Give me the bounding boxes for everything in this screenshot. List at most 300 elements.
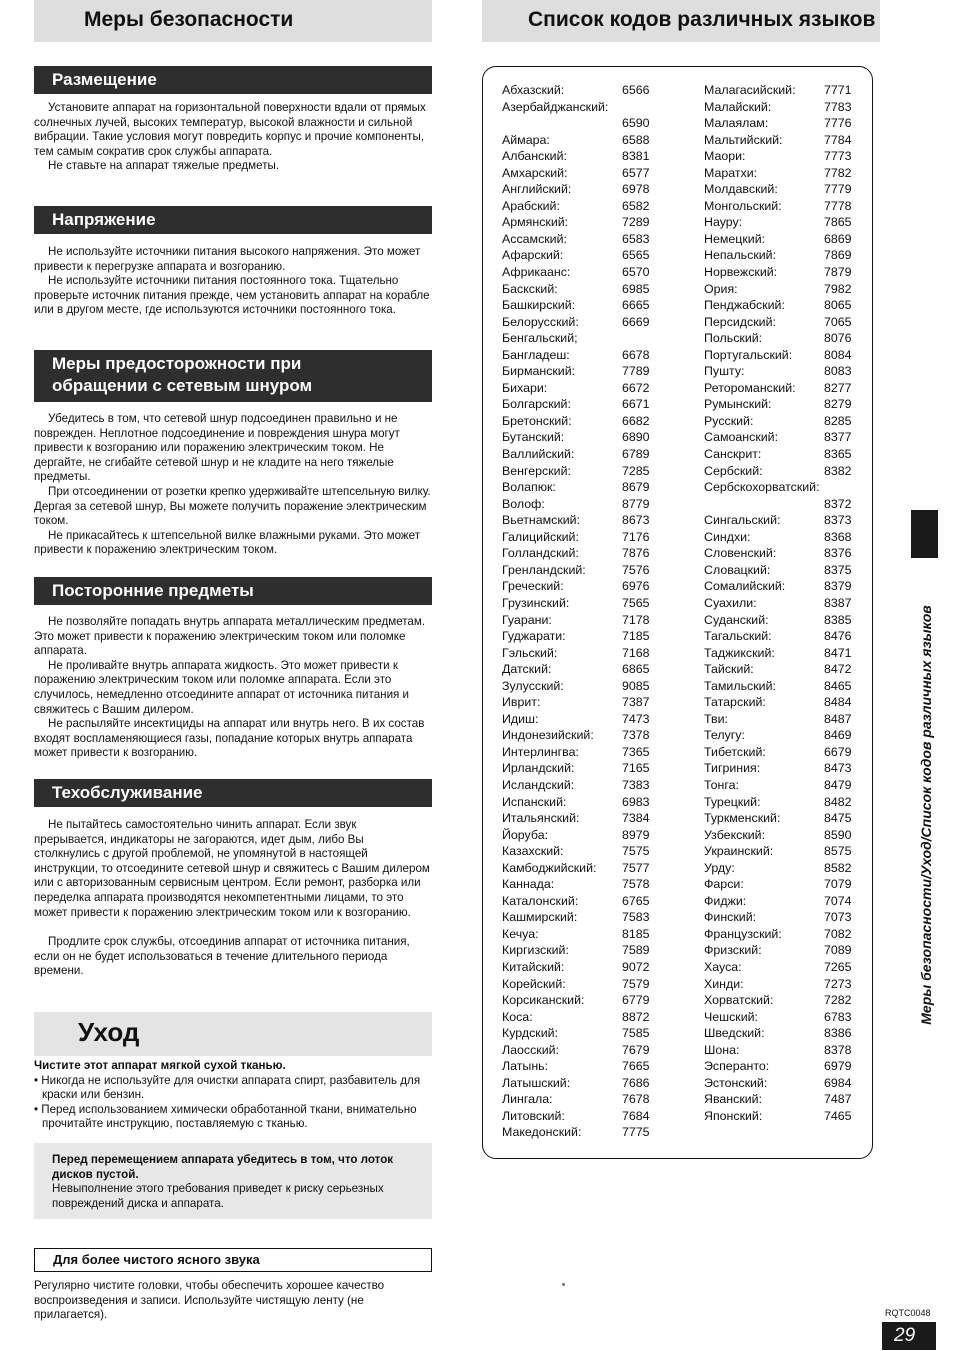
- language-code: 7686: [622, 1075, 650, 1090]
- language-name: Амхарский:: [502, 165, 568, 180]
- language-code: 7583: [622, 910, 650, 925]
- language-code: 7665: [622, 1059, 650, 1074]
- paragraph: Не позволяйте попадать внутрь аппарата металлическим предметам. Это может привести к поражению электрическим током или поломке аппарата.: [34, 615, 426, 658]
- language-code: 6577: [622, 165, 650, 180]
- language-name: Корейский:: [502, 976, 566, 991]
- language-name: Ретороманский:: [704, 380, 796, 395]
- language-code: 8472: [824, 662, 852, 677]
- language-name: Болгарский:: [502, 397, 571, 412]
- language-name: Тигриния:: [704, 761, 761, 776]
- language-name: Ирландский:: [502, 761, 575, 776]
- section-title-service: Техобслуживание: [34, 779, 432, 807]
- care-text: [34, 1059, 432, 1132]
- language-row: [502, 727, 652, 744]
- section-title-foreign: Посторонние предметы: [34, 577, 432, 605]
- language-row: [502, 1042, 652, 1059]
- language-code: 6565: [622, 248, 650, 263]
- language-name: Урду:: [704, 860, 735, 875]
- language-row: [502, 1108, 652, 1125]
- right-header-band: [482, 0, 880, 42]
- language-code: 7365: [622, 744, 650, 759]
- language-name: Пушту:: [704, 364, 745, 379]
- language-row: [502, 760, 652, 777]
- paragraph: Не ставьте на аппарат тяжелые предметы.: [48, 159, 280, 173]
- language-name: Башкирский:: [502, 298, 576, 313]
- language-name: Хорватский:: [704, 993, 774, 1008]
- language-name: Кечуа:: [502, 926, 539, 941]
- language-code: 6869: [824, 231, 852, 246]
- language-row: [704, 330, 856, 347]
- language-row: [502, 777, 652, 794]
- language-code: 7771: [824, 83, 852, 97]
- language-row: [502, 363, 652, 380]
- language-row: [704, 1058, 856, 1075]
- language-row: [704, 479, 856, 496]
- language-name: Бихари:: [502, 380, 548, 395]
- language-code: 6678: [622, 347, 650, 362]
- paragraph: Не распыляйте инсектициды на аппарат или внутрь него. В их состав входят воспламеняющиеся газы, попадание которых внутрь аппарата может привести к возгоранию.: [34, 717, 425, 760]
- language-name: Пенджабский:: [704, 298, 785, 313]
- language-code: 8382: [824, 463, 852, 478]
- language-name: Тибетский:: [704, 744, 766, 759]
- language-row: [704, 198, 856, 215]
- language-code: 6979: [824, 1059, 852, 1074]
- language-row: [704, 396, 856, 413]
- language-name: Сербскохорватский:: [704, 480, 820, 495]
- language-code: 8379: [824, 579, 852, 594]
- language-row: [502, 198, 652, 215]
- language-code: 7282: [824, 993, 852, 1008]
- language-code: 7575: [622, 844, 650, 859]
- language-row: [704, 1042, 856, 1059]
- language-name: Аймара:: [502, 132, 550, 147]
- language-code: 8872: [622, 1009, 650, 1024]
- language-row: [502, 976, 652, 993]
- language-name: Голландский:: [502, 546, 579, 561]
- language-name: Французский:: [704, 926, 782, 941]
- language-code: 7285: [622, 463, 650, 478]
- section-title-cord-line1: Меры предосторожности при: [52, 354, 302, 373]
- language-code: 8582: [824, 860, 852, 875]
- language-name: Турецкий:: [704, 794, 761, 809]
- right-header-title: Список кодов различных языков: [528, 8, 876, 31]
- language-row: [502, 1009, 652, 1026]
- language-code: 6890: [622, 430, 650, 445]
- language-name: Чешский:: [704, 1009, 758, 1024]
- language-name: Македонский:: [502, 1125, 582, 1140]
- language-row: [502, 694, 652, 711]
- language-code: 8471: [824, 645, 852, 660]
- language-name: Арабский:: [502, 198, 560, 213]
- language-row: [502, 1058, 652, 1075]
- care-note: [34, 1143, 432, 1219]
- language-name: Баскский:: [502, 281, 558, 296]
- language-row: [502, 413, 652, 430]
- language-code: 7879: [824, 265, 852, 280]
- language-code: 7387: [622, 695, 650, 710]
- language-name: Сингальский:: [704, 513, 781, 528]
- language-row: [502, 1091, 652, 1108]
- language-row: [502, 347, 652, 364]
- language-name: Японский:: [704, 1108, 763, 1123]
- language-code: 7779: [824, 182, 852, 197]
- language-name: Эстонский:: [704, 1075, 768, 1090]
- language-row: [502, 1075, 652, 1092]
- language-name: Китайский:: [502, 959, 565, 974]
- language-row: [704, 1091, 856, 1108]
- language-name: Фризский:: [704, 943, 762, 958]
- language-code: 8285: [824, 413, 852, 428]
- language-name: Португальский:: [704, 347, 793, 362]
- language-row: [704, 843, 856, 860]
- language-row: [704, 545, 856, 562]
- paragraph: Продлите срок службы, отсоединив аппарат от источника питания, если он не будет использоваться в течение длительного периода времени.: [34, 935, 410, 978]
- language-name: Каннада:: [502, 877, 555, 892]
- language-column-left: [502, 82, 652, 1141]
- language-code: 8279: [824, 397, 852, 412]
- language-code: 8487: [824, 711, 852, 726]
- language-name: Индонезийский:: [502, 728, 594, 743]
- language-row: [704, 82, 856, 99]
- language-row: [704, 578, 856, 595]
- language-code: 6566: [622, 83, 650, 97]
- side-tab-marker: [911, 510, 938, 558]
- language-code: 7079: [824, 877, 852, 892]
- language-row: [502, 678, 652, 695]
- language-name: Таджикский:: [704, 645, 775, 660]
- language-code: 6765: [622, 893, 650, 908]
- language-row: [704, 1009, 856, 1026]
- language-row: [704, 363, 856, 380]
- language-name: Персидский:: [704, 314, 776, 329]
- language-name: Мальтийский:: [704, 132, 783, 147]
- language-name: Киргизский:: [502, 943, 569, 958]
- language-name: Английский:: [502, 182, 572, 197]
- language-code: 8084: [824, 347, 852, 362]
- language-name: Науру:: [704, 215, 743, 230]
- language-name: Бангладеш:: [502, 347, 570, 362]
- language-code: 6978: [622, 182, 650, 197]
- language-row: [502, 744, 652, 761]
- language-code: 7073: [824, 910, 852, 925]
- language-code: 8479: [824, 777, 852, 792]
- language-name: Коса:: [502, 1009, 533, 1024]
- language-row: [704, 992, 856, 1009]
- language-code: 6665: [622, 298, 650, 313]
- language-code: 8673: [622, 513, 650, 528]
- language-name: Фиджи:: [704, 893, 747, 908]
- language-row: [704, 1075, 856, 1092]
- language-row: [704, 612, 856, 629]
- language-name: Русский:: [704, 413, 754, 428]
- section-text-placement: [34, 101, 432, 174]
- language-row: [502, 380, 652, 397]
- language-row: [502, 876, 652, 893]
- stray-dot: [562, 1283, 565, 1286]
- language-name: Испанский:: [502, 794, 567, 809]
- language-name: Сербский:: [704, 463, 763, 478]
- language-code: 8575: [824, 844, 852, 859]
- language-code: 8482: [824, 794, 852, 809]
- language-name: Датский:: [502, 662, 552, 677]
- language-code: 6976: [622, 579, 650, 594]
- language-code: 7982: [824, 281, 852, 296]
- language-row: [704, 529, 856, 546]
- language-name: Узбекский:: [704, 827, 766, 842]
- language-name: Гэльский:: [502, 645, 558, 660]
- language-code: 8376: [824, 546, 852, 561]
- section-text-service: [34, 818, 432, 979]
- language-code: 6583: [622, 231, 650, 246]
- language-code: 7579: [622, 976, 650, 991]
- paragraph: Не используйте источники питания высокого напряжения. Это может привести к перегрузке аппарата и возгоранию.: [34, 245, 421, 273]
- language-row: [502, 612, 652, 629]
- language-name: Гуджарати:: [502, 629, 566, 644]
- language-name: Татарский:: [704, 695, 766, 710]
- language-row: [704, 794, 856, 811]
- language-code: 7178: [622, 612, 650, 627]
- language-name: Африкаанс:: [502, 265, 571, 280]
- language-row: [502, 1124, 652, 1141]
- language-code: 7383: [622, 777, 650, 792]
- language-row: [502, 827, 652, 844]
- language-row: [502, 843, 652, 860]
- language-row: [704, 777, 856, 794]
- language-name: Хауса:: [704, 959, 742, 974]
- language-code: 8475: [824, 811, 852, 826]
- language-row: [502, 628, 652, 645]
- language-code: 7869: [824, 248, 852, 263]
- language-name: Малагасийский:: [704, 83, 796, 97]
- language-row: [704, 165, 856, 182]
- language-name: Молдавский:: [704, 182, 778, 197]
- language-code: 7185: [622, 629, 650, 644]
- paragraph: Не используйте источники питания постоянного тока. Тщательно проверьте источник питания прежде, чем установить аппарат на корабле или в другом месте, где используются источники постоянного тока.: [34, 274, 430, 317]
- language-name: Итальянский:: [502, 811, 580, 826]
- language-row: [704, 893, 856, 910]
- language-row: [502, 810, 652, 827]
- language-code: 6679: [824, 744, 852, 759]
- language-code: 7487: [824, 1092, 852, 1107]
- language-code: 6590: [622, 116, 650, 131]
- language-code: 6672: [622, 380, 650, 395]
- language-row: [704, 926, 856, 943]
- language-row: [704, 562, 856, 579]
- language-row: [704, 727, 856, 744]
- language-name: Литовский:: [502, 1108, 565, 1123]
- language-code: 7089: [824, 943, 852, 958]
- language-row: [704, 744, 856, 761]
- language-code: 8469: [824, 728, 852, 743]
- language-row: [704, 115, 856, 132]
- language-row: [502, 562, 652, 579]
- language-code: 7265: [824, 959, 852, 974]
- language-name: Туркменский:: [704, 811, 781, 826]
- language-name: Латынь:: [502, 1059, 549, 1074]
- language-name: Тонга:: [704, 777, 739, 792]
- language-row: [502, 297, 652, 314]
- language-code: 7679: [622, 1042, 650, 1057]
- language-name: Бутанский:: [502, 430, 565, 445]
- language-name: Лингала:: [502, 1092, 553, 1107]
- language-row: [502, 794, 652, 811]
- language-code: 7378: [622, 728, 650, 743]
- language-name: Бенгальский;: [502, 331, 578, 346]
- language-code: 9072: [622, 959, 650, 974]
- language-name: Азербайджанский:: [502, 99, 609, 114]
- language-name: Идиш:: [502, 711, 539, 726]
- language-code: 7678: [622, 1092, 650, 1107]
- language-name: Вьетнамский:: [502, 513, 581, 528]
- paragraph: Не пытайтесь самостоятельно чинить аппарат. Если звук прерывается, индикаторы не загораются, идет дым, либо Вы столкнулись с другой проблемой, не упомянутой в настоящей инструкции, то отсоедините сетевой шнур и свяжитесь с Вашим дилером или с авторизованным сервисным центром. Если ремонт, разборка или переделка аппарата производятся некомпетентными лицами, то это может привести к поражению электрическим током или к возгоранию.: [34, 818, 430, 919]
- language-code: 6984: [824, 1075, 852, 1090]
- section-text-cord: [34, 412, 432, 558]
- language-row: [502, 132, 652, 149]
- language-code: 8590: [824, 827, 852, 842]
- language-name: Норвежский:: [704, 265, 778, 280]
- language-name: Камбоджийский:: [502, 860, 597, 875]
- section-text-voltage: [34, 245, 432, 318]
- language-name: Греческий:: [502, 579, 564, 594]
- paragraph: Установите аппарат на горизонтальной поверхности вдали от прямых солнечных лучей, высоких температур, высокой влажности и сильной вибрации. Такие условия могут повредить корпус и прочие компоненты, тем самым сократив срок службы аппарата.: [34, 101, 426, 158]
- language-row: [704, 496, 856, 513]
- section-title-cord: [34, 350, 432, 402]
- language-row: [502, 264, 652, 281]
- care-title: Уход: [78, 1017, 140, 1047]
- language-code: 8083: [824, 364, 852, 379]
- language-row: [502, 82, 652, 99]
- language-name: Белорусский:: [502, 314, 579, 329]
- language-name: Суахили:: [704, 595, 757, 610]
- language-name: Шведский:: [704, 1026, 765, 1041]
- paragraph: Не проливайте внутрь аппарата жидкость. Это может привести к поражению электрическим током или поломке аппарата. Если это случилось, немедленно отсоедините аппарат от источника питания и свяжитесь с Вашим дилером.: [34, 658, 410, 716]
- language-name: Тви:: [704, 711, 728, 726]
- language-row: [704, 247, 856, 264]
- language-name: Маори:: [704, 149, 746, 164]
- language-row: [502, 512, 652, 529]
- clean-sound-text: Регулярно чистите головки, чтобы обеспечить хорошее качество воспроизведения и записи. Используйте чистящую ленту (не прилагается).: [34, 1279, 385, 1322]
- language-name: Ория:: [704, 281, 738, 296]
- language-row: [502, 214, 652, 231]
- language-row: [704, 214, 856, 231]
- language-code: 7576: [622, 562, 650, 577]
- language-code: 7789: [622, 364, 650, 379]
- language-row: [704, 380, 856, 397]
- model-code: RQTC0048: [885, 1308, 931, 1318]
- care-title-band: [34, 1012, 432, 1056]
- language-name: Хинди:: [704, 976, 744, 991]
- language-code: 6588: [622, 132, 650, 147]
- language-row: [704, 297, 856, 314]
- language-name: Каталонский:: [502, 893, 579, 908]
- language-code: 6789: [622, 447, 650, 462]
- language-row: [704, 148, 856, 165]
- section-title-cord-line2: обращении с сетевым шнуром: [52, 376, 313, 395]
- language-code: 7775: [622, 1125, 650, 1140]
- language-name: Курдский:: [502, 1026, 559, 1041]
- language-name: Исландский:: [502, 777, 575, 792]
- language-code: 8979: [622, 827, 650, 842]
- language-name: Сомалийский:: [704, 579, 786, 594]
- language-code: 8365: [824, 447, 852, 462]
- language-code: 7778: [824, 198, 852, 213]
- language-code: 8484: [824, 695, 852, 710]
- language-row: [704, 413, 856, 430]
- language-name: Санскрит:: [704, 447, 762, 462]
- side-section-label: Меры безопасности/Уход/Список кодов различных языков: [918, 605, 934, 1025]
- language-code: 7776: [824, 116, 852, 131]
- language-row: [502, 860, 652, 877]
- language-name: Непальский:: [704, 248, 777, 263]
- language-row: [502, 148, 652, 165]
- section-title-voltage: Напряжение: [34, 206, 432, 234]
- language-row: [704, 595, 856, 612]
- language-name: Валлийский:: [502, 447, 575, 462]
- language-code: 8385: [824, 612, 852, 627]
- language-code: 6783: [824, 1009, 852, 1024]
- language-code: 6983: [622, 794, 650, 809]
- language-name: Маратхи:: [704, 165, 758, 180]
- section-text-foreign: [34, 615, 432, 761]
- language-code: 8277: [824, 380, 852, 395]
- language-name: Словацкий:: [704, 562, 771, 577]
- language-code: 8387: [824, 595, 852, 610]
- language-code: 8465: [824, 678, 852, 693]
- language-row: [502, 942, 652, 959]
- language-code: 8473: [824, 761, 852, 776]
- language-code: 6682: [622, 413, 650, 428]
- language-row: [704, 181, 856, 198]
- language-row: [704, 661, 856, 678]
- language-name: Бретонский:: [502, 413, 572, 428]
- language-row: [704, 942, 856, 959]
- language-row: [704, 810, 856, 827]
- language-row: [704, 132, 856, 149]
- language-code: 6671: [622, 397, 650, 412]
- language-row: [502, 926, 652, 943]
- language-name: Синдхи:: [704, 529, 751, 544]
- language-name: Казахский:: [502, 844, 564, 859]
- language-code: 6669: [622, 314, 650, 329]
- language-code: 7589: [622, 943, 650, 958]
- language-row: [502, 99, 652, 116]
- language-row: [502, 893, 652, 910]
- language-row: [502, 529, 652, 546]
- paragraph: Убедитесь в том, что сетевой шнур подсоединен правильно и не поврежден. Неплотное подсоединение и повреждения шнура могут привести к возгоранию или поражению электрическим током. Не дергайте, не сгибайте сетевой шнур и не кладите на него тяжелые предметы.: [34, 412, 400, 484]
- language-code: 7782: [824, 165, 852, 180]
- language-name: Финский:: [704, 910, 757, 925]
- language-name: Тайский:: [704, 662, 754, 677]
- language-name: Афарский:: [502, 248, 564, 263]
- language-row: [502, 314, 652, 331]
- language-name: Ассамский:: [502, 231, 567, 246]
- language-row: [704, 281, 856, 298]
- language-code: 7082: [824, 926, 852, 941]
- language-code: 7384: [622, 811, 650, 826]
- language-name: Монгольский:: [704, 198, 782, 213]
- language-row: [502, 661, 652, 678]
- language-row: [502, 247, 652, 264]
- language-row: [502, 545, 652, 562]
- language-code: 7773: [824, 149, 852, 164]
- paragraph: Не прикасайтесь к штепсельной вилке влажными руками. Это может привести к поражению электрическим током.: [34, 528, 421, 557]
- language-row: [502, 1025, 652, 1042]
- language-row: [704, 429, 856, 446]
- language-row: [704, 231, 856, 248]
- language-row: [502, 645, 652, 662]
- language-code: 7074: [824, 893, 852, 908]
- language-name: Венгерский:: [502, 463, 571, 478]
